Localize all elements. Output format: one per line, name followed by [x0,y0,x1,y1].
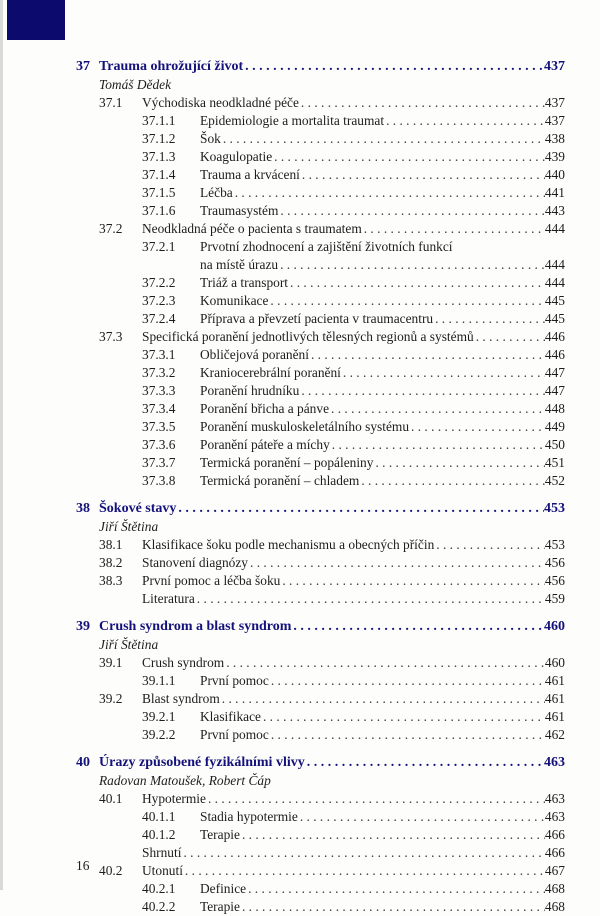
section-number: 37.1 [99,95,123,110]
chapter-heading[interactable] [76,754,565,772]
entry-title: Klasifikace šoku podle mechanismu a obecných příčin [142,537,435,552]
author-name: Tomáš Dědek [99,77,172,92]
entry-title: Stadia hypotermie [200,809,298,824]
entry-page: 440 [544,167,565,182]
toc-subsection[interactable] [76,400,565,418]
dot-leader [300,166,545,184]
toc-subsection[interactable] [76,436,565,454]
entry-page: 456 [544,573,565,588]
dot-leader [288,274,545,292]
dot-leader [433,310,545,328]
entry-title: Definice [200,881,247,896]
toc-subsection[interactable] [76,238,565,256]
toc-section[interactable] [76,690,565,708]
dot-leader [224,654,545,672]
subsection-number: 40.2.1 [142,881,176,896]
chapter-author [76,772,565,790]
subsection-number: 39.2.2 [142,727,176,742]
entry-title: Literatura [142,591,195,606]
entry-title: Poranění břicha a pánve [200,401,330,416]
dot-leader [268,292,544,310]
section-number: 37.2 [99,221,123,236]
entry-page: 451 [544,455,565,470]
entry-title: Východiska neodkladné péče [142,95,299,110]
chapter-gap [76,490,565,500]
subsection-number: 37.1.5 [142,185,176,200]
dot-leader [299,382,545,400]
page-number: 16 [76,858,90,873]
subsection-number: 40.2.2 [142,899,176,914]
corner-color-block [7,0,65,40]
dot-leader [299,94,545,112]
section-number: 38.1 [99,537,123,552]
entry-title: První pomoc a léčba šoku [142,573,281,588]
entry-title: Traumasystém [200,203,279,218]
entry-title: Obličejová poranění [200,347,309,362]
table-of-contents [76,58,565,916]
subsection-number: 37.2.4 [142,311,176,326]
toc-section[interactable] [76,654,565,672]
toc-subsection[interactable] [76,672,565,690]
entry-title: Specifická poranění jednotlivých tělesných regionů a systémů [142,329,474,344]
dot-leader [181,844,544,862]
section-number: 38.2 [99,555,123,570]
dot-leader [195,590,545,608]
toc-subsection[interactable] [76,148,565,166]
dot-leader [269,672,545,690]
entry-title: Koagulopatie [200,149,273,164]
subsection-number: 39.2.1 [142,709,176,724]
dot-leader [240,898,545,916]
chapter-title: Úrazy způsobené fyzikálními vlivy [99,755,305,770]
toc-subsection[interactable] [76,346,565,364]
author-name: Jiří Štětina [99,519,159,534]
dot-leader [359,472,545,490]
toc-subsection[interactable] [76,292,565,310]
entry-title: Triáž a transport [200,275,289,290]
entry-page: 459 [544,591,565,606]
dot-leader [220,690,545,708]
toc-section[interactable] [76,590,565,608]
dot-leader [329,400,545,418]
toc-subsection[interactable] [76,310,565,328]
dot-leader [278,256,545,274]
entry-title: Termická poranění – chladem [200,473,360,488]
dot-leader [474,328,545,346]
toc-section[interactable] [76,554,565,572]
entry-page: 460 [544,655,565,670]
toc-subsection[interactable] [76,418,565,436]
chapter-page: 463 [544,755,565,770]
entry-page: 444 [544,275,565,290]
section-number: 39.1 [99,655,123,670]
subsection-number: 37.3.4 [142,401,176,416]
dot-leader [309,346,545,364]
toc-subsection[interactable] [76,826,565,844]
dot-leader [206,790,545,808]
subsection-number: 37.1.4 [142,167,176,182]
entry-title-continued: na místě úrazu [200,257,279,272]
entry-page: 438 [544,131,565,146]
entry-title: Prvotní zhodnocení a zajištění životních funkcí [200,239,453,254]
entry-page: 447 [544,365,565,380]
subsection-number: 37.3.7 [142,455,176,470]
chapter-number: 38 [76,501,90,516]
page-edge [0,0,3,890]
toc-subsection[interactable] [76,708,565,726]
entry-page: 456 [544,555,565,570]
chapter-heading[interactable] [76,500,565,518]
subsection-number: 37.3.2 [142,365,176,380]
toc-subsection-continued[interactable] [76,256,565,274]
chapter-gap [76,744,565,754]
entry-page: 453 [544,537,565,552]
chapter-author [76,518,565,536]
subsection-number: 37.3.3 [142,383,176,398]
entry-page: 468 [544,899,565,914]
subsection-number: 37.1.1 [142,113,176,128]
entry-page: 446 [544,329,565,344]
toc-subsection[interactable] [76,726,565,744]
toc-section[interactable] [76,94,565,112]
dot-leader [298,808,545,826]
toc-subsection[interactable] [76,364,565,382]
chapter-page: 437 [544,59,565,74]
chapter-author [76,76,565,94]
entry-page: 461 [544,709,565,724]
entry-page: 463 [544,791,565,806]
dot-leader [248,554,545,572]
dot-leader [261,708,545,726]
entry-title: Klasifikace [200,709,261,724]
entry-title: Kraniocerebrální poranění [200,365,341,380]
dot-leader [341,364,545,382]
section-number: 40.1 [99,791,123,806]
entry-page: 468 [544,881,565,896]
subsection-number: 37.2.3 [142,293,176,308]
dot-leader [221,130,545,148]
dot-leader [269,726,545,744]
section-number: 39.2 [99,691,123,706]
entry-page: 461 [544,673,565,688]
chapter-number: 40 [76,755,90,770]
entry-page: 441 [544,185,565,200]
dot-leader [272,148,545,166]
chapter-number: 39 [76,619,90,634]
entry-page: 443 [544,203,565,218]
entry-title: Epidemiologie a mortalita traumat [200,113,385,128]
entry-title: Poranění páteře a míchy [200,437,330,452]
entry-title: Poranění hrudníku [200,383,300,398]
toc-subsection[interactable] [76,184,565,202]
dot-leader [434,536,545,554]
entry-page: 444 [544,221,565,236]
entry-page: 462 [544,727,565,742]
chapter-title: Trauma ohrožující život [99,59,244,74]
chapter-number: 37 [76,59,90,74]
chapter-title: Šokové stavy [99,501,177,516]
dot-leader [246,880,545,898]
dot-leader [233,184,545,202]
subsection-number: 40.1.1 [142,809,176,824]
entry-page: 467 [544,863,565,878]
subsection-number: 37.1.3 [142,149,176,164]
dot-leader [278,202,545,220]
dot-leader [183,862,545,880]
dot-leader [409,418,545,436]
subsection-number: 37.2.2 [142,275,176,290]
author-name: Radovan Matoušek, Robert Čáp [99,773,271,788]
entry-page: 445 [544,311,565,326]
toc-subsection[interactable] [76,454,565,472]
entry-title: Utonutí [142,863,183,878]
entry-title: Hypotermie [142,791,206,806]
dot-leader [176,500,544,518]
entry-title: Trauma a krvácení [200,167,300,182]
toc-subsection[interactable] [76,202,565,220]
entry-title: Termická poranění – popáleniny [200,455,374,470]
subsection-number: 40.1.2 [142,827,176,842]
toc-subsection[interactable] [76,274,565,292]
toc-subsection[interactable] [76,166,565,184]
toc-subsection[interactable] [76,472,565,490]
dot-leader [330,436,545,454]
toc-section[interactable] [76,844,565,862]
entry-page: 445 [544,293,565,308]
dot-leader [305,754,544,772]
entry-title: Šok [200,131,221,146]
toc-subsection[interactable] [76,112,565,130]
author-name: Jiří Štětina [99,637,159,652]
subsection-number: 37.2.1 [142,239,176,254]
chapter-author [76,636,565,654]
entry-page: 447 [544,383,565,398]
subsection-number: 39.1.1 [142,673,176,688]
toc-section[interactable] [76,862,565,880]
entry-page: 444 [544,257,565,272]
entry-page: 446 [544,347,565,362]
chapter-page: 453 [544,501,565,516]
entry-page: 437 [544,113,565,128]
toc-subsection[interactable] [76,808,565,826]
entry-title: První pomoc [200,673,269,688]
subsection-number: 37.3.1 [142,347,176,362]
entry-title: Shrnutí [142,845,182,860]
dot-leader [373,454,544,472]
entry-page: 449 [544,419,565,434]
chapter-title: Crush syndrom a blast syndrom [99,619,292,634]
toc-subsection[interactable] [76,382,565,400]
subsection-number: 37.3.8 [142,473,176,488]
section-number: 37.3 [99,329,123,344]
entry-page: 439 [544,149,565,164]
toc-section[interactable] [76,572,565,590]
entry-title: Blast syndrom [142,691,220,706]
entry-page: 466 [544,827,565,842]
entry-page: 448 [544,401,565,416]
toc-subsection[interactable] [76,880,565,898]
toc-section[interactable] [76,790,565,808]
section-number: 40.2 [99,863,123,878]
entry-title: Léčba [200,185,233,200]
subsection-number: 37.3.6 [142,437,176,452]
dot-leader [384,112,545,130]
chapter-page: 460 [544,619,565,634]
toc-subsection[interactable] [76,898,565,916]
entry-title: Stanovení diagnózy [142,555,248,570]
toc-section[interactable] [76,328,565,346]
entry-title: Příprava a převzetí pacienta v traumacentru [200,311,434,326]
entry-page: 450 [544,437,565,452]
dot-leader [243,58,544,76]
entry-page: 437 [544,95,565,110]
entry-page: 461 [544,691,565,706]
entry-title: První pomoc [200,727,269,742]
entry-title: Terapie [200,899,240,914]
entry-page: 466 [544,845,565,860]
section-number: 38.3 [99,573,123,588]
subsection-number: 37.1.2 [142,131,176,146]
dot-leader [362,220,545,238]
entry-page: 463 [544,809,565,824]
entry-title: Komunikace [200,293,269,308]
dot-leader [291,618,544,636]
chapter-gap [76,608,565,618]
entry-title: Crush syndrom [142,655,225,670]
subsection-number: 37.1.6 [142,203,176,218]
chapter-heading[interactable] [76,58,565,76]
entry-title: Neodkladná péče o pacienta s traumatem [142,221,362,236]
entry-title: Poranění muskuloskeletálního systému [200,419,410,434]
dot-leader [240,826,545,844]
toc-section[interactable] [76,536,565,554]
entry-title: Terapie [200,827,240,842]
dot-leader [280,572,545,590]
entry-page: 452 [544,473,565,488]
toc-subsection[interactable] [76,130,565,148]
toc-section[interactable] [76,220,565,238]
subsection-number: 37.3.5 [142,419,176,434]
chapter-heading[interactable] [76,618,565,636]
